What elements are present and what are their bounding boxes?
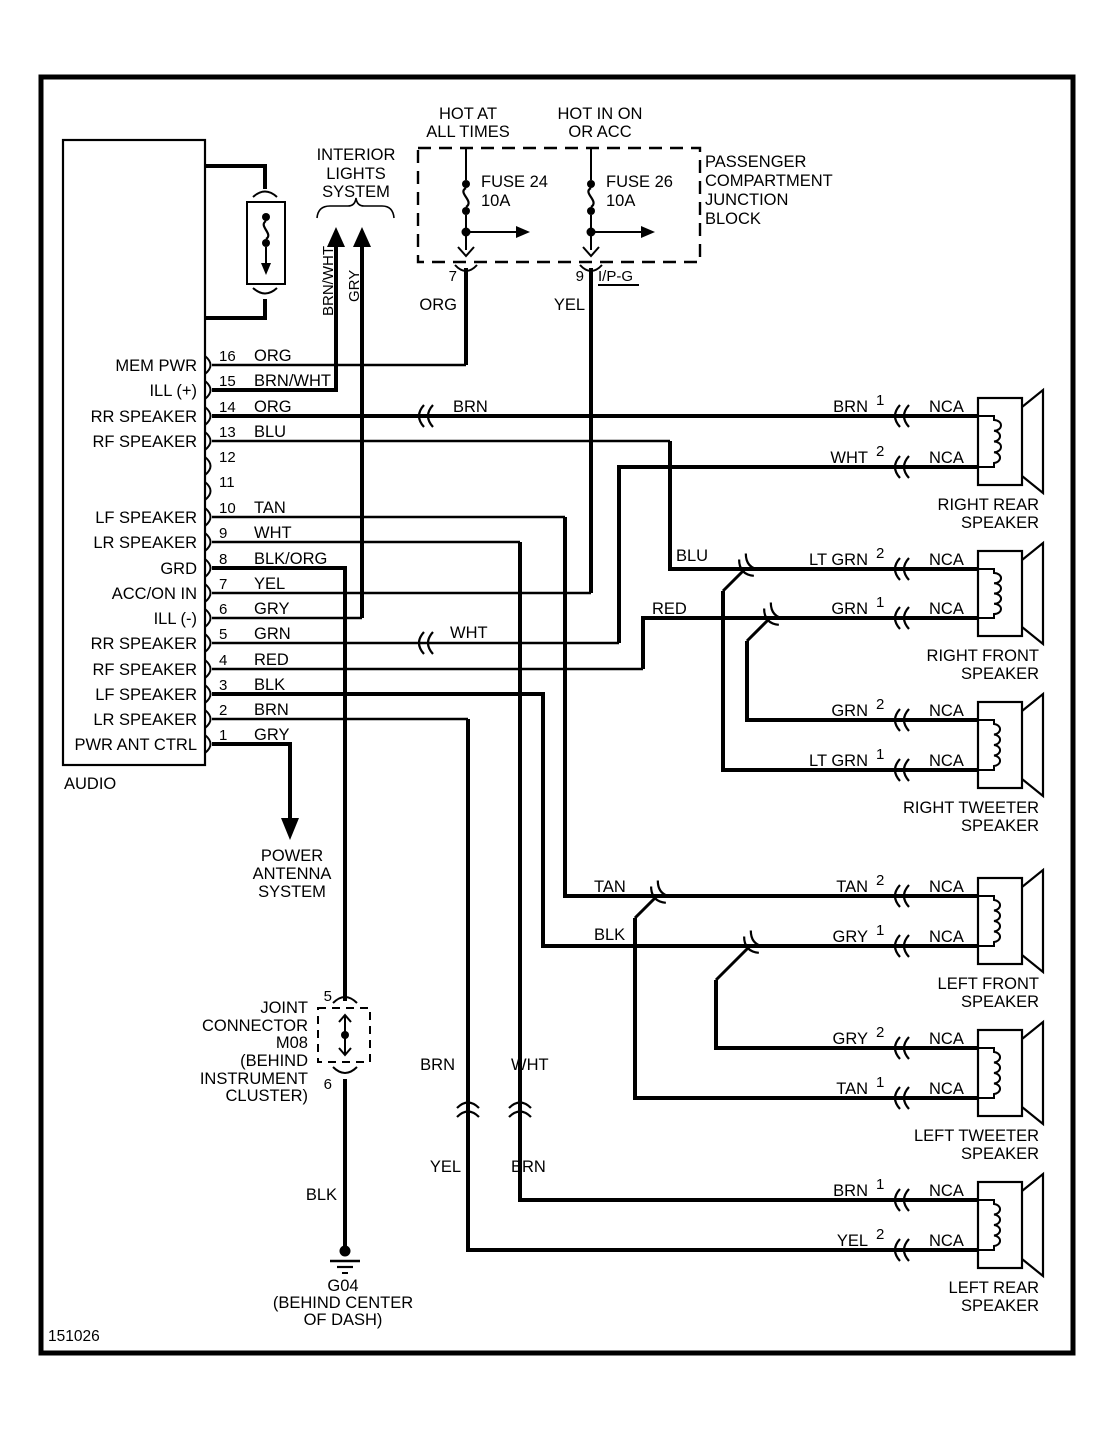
svg-text:ANTENNA: ANTENNA — [252, 865, 332, 883]
svg-text:JOINT: JOINT — [260, 999, 308, 1017]
audio-internal-fuse-icon — [205, 166, 285, 318]
wire-label: BLK — [305, 1186, 337, 1204]
pin-nca-label: NCA — [929, 752, 964, 770]
pin-number: 1 — [876, 922, 885, 939]
fuse24-amps: 10A — [481, 192, 511, 210]
coil-icon — [978, 896, 1000, 946]
svg-text:LIGHTS: LIGHTS — [326, 165, 386, 183]
pin-wire-label: BRN — [833, 1182, 868, 1200]
svg-text:13: 13 — [219, 424, 236, 441]
svg-text:CONNECTOR: CONNECTOR — [201, 1017, 308, 1035]
svg-text:INSTRUMENT: INSTRUMENT — [199, 1070, 308, 1088]
svg-text:LF SPEAKER: LF SPEAKER — [95, 509, 197, 527]
svg-text:16: 16 — [219, 348, 236, 365]
fuse24-wire-color: ORG — [419, 296, 457, 314]
speaker-left-rear — [833, 1174, 1043, 1315]
svg-text:ACC/ON IN: ACC/ON IN — [111, 585, 197, 603]
interior-lights-label — [317, 146, 396, 201]
svg-text:GRY: GRY — [254, 726, 290, 744]
svg-text:PWR ANT CTRL: PWR ANT CTRL — [74, 736, 197, 754]
svg-text:HOT IN ON: HOT IN ON — [557, 105, 643, 123]
wire-label: YEL — [429, 1158, 461, 1176]
pin-nca-label: NCA — [929, 1030, 964, 1048]
fuse26-pin-name: I/P-G — [598, 268, 634, 285]
speaker-name: LEFT FRONT — [937, 975, 1039, 993]
speaker-right-tweeter — [809, 694, 1043, 835]
coil-icon — [978, 720, 1000, 770]
coil-icon — [978, 1048, 1000, 1098]
wire-pwr-ant — [212, 744, 290, 818]
pin-wire-label: GRY — [832, 1030, 868, 1048]
wire-red — [643, 618, 770, 669]
svg-text:WHT: WHT — [254, 524, 292, 542]
fuse26-label: FUSE 26 — [606, 173, 673, 191]
speaker-name: SPEAKER — [961, 817, 1039, 835]
pin-wire-label: LT GRN — [809, 551, 868, 569]
wire-label: WHT — [511, 1056, 549, 1074]
speaker-name: SPEAKER — [961, 1145, 1039, 1163]
speaker-name: RIGHT TWEETER — [903, 799, 1039, 817]
svg-text:RR SPEAKER: RR SPEAKER — [90, 635, 197, 653]
pin-number: 2 — [876, 545, 885, 562]
pin-wire-label: YEL — [836, 1232, 868, 1250]
svg-text:OR ACC: OR ACC — [568, 123, 632, 141]
wire-label: BLU — [676, 547, 709, 565]
wire-branch-diag — [635, 896, 657, 918]
audio-pin-numbers — [219, 347, 331, 744]
svg-text:SYSTEM: SYSTEM — [258, 883, 326, 901]
pin-number: 1 — [876, 1074, 885, 1091]
svg-text:POWER: POWER — [260, 847, 324, 865]
pin-nca-label: NCA — [929, 398, 964, 416]
pin-number: 2 — [876, 1226, 885, 1243]
speaker-left-front — [833, 870, 1043, 1011]
svg-text:1: 1 — [219, 727, 228, 744]
svg-text:TAN: TAN — [254, 499, 286, 517]
wire-label: BRN — [420, 1056, 455, 1074]
speaker-name: RIGHT REAR — [937, 496, 1039, 514]
pin-number: 2 — [876, 696, 885, 713]
pin-number: 2 — [876, 443, 885, 460]
pin-nca-label: NCA — [929, 600, 964, 618]
svg-text:12: 12 — [219, 449, 236, 466]
wire-branch-diag — [716, 946, 750, 980]
pin-number: 1 — [876, 392, 885, 409]
wire-label: RED — [652, 600, 687, 618]
pin-number: 2 — [876, 872, 885, 889]
m08-pin-bottom: 6 — [323, 1076, 332, 1093]
power-antenna-system — [253, 847, 332, 901]
brace-icon — [317, 198, 394, 218]
svg-text:15: 15 — [219, 373, 236, 390]
pin-wire-label: TAN — [836, 1080, 868, 1098]
svg-text:(BEHIND CENTER: (BEHIND CENTER — [272, 1294, 414, 1312]
pin-nca-label: NCA — [929, 702, 964, 720]
svg-text:COMPARTMENT: COMPARTMENT — [705, 172, 833, 190]
svg-text:(BEHIND: (BEHIND — [240, 1052, 308, 1070]
svg-text:RED: RED — [254, 651, 289, 669]
coil-icon — [978, 569, 1001, 618]
speaker-name: RIGHT FRONT — [926, 647, 1039, 665]
svg-text:2: 2 — [219, 702, 228, 719]
speaker-right-front — [809, 543, 1043, 683]
svg-text:YEL: YEL — [254, 575, 286, 593]
wire-label-gry: GRY — [346, 269, 363, 302]
junction-block-title — [705, 153, 833, 228]
wire-label: BRN — [511, 1158, 546, 1176]
junction-block-box — [418, 148, 700, 262]
svg-text:GRN: GRN — [254, 625, 291, 643]
svg-text:SYSTEM: SYSTEM — [322, 183, 390, 201]
svg-text:RF SPEAKER: RF SPEAKER — [92, 433, 197, 451]
svg-text:6: 6 — [219, 601, 228, 618]
wire-label: BRN — [453, 398, 488, 416]
speaker-icon — [978, 1174, 1043, 1276]
arrow-up-icon — [353, 227, 371, 247]
junction-block — [418, 105, 833, 314]
svg-text:JUNCTION: JUNCTION — [705, 191, 789, 209]
connector-bracket-icon — [333, 1067, 357, 1073]
svg-text:9: 9 — [219, 525, 228, 542]
wire-label: BLK — [594, 926, 626, 944]
speaker-connector-icons — [895, 405, 909, 1261]
speaker-icon — [978, 1022, 1043, 1124]
svg-text:RR SPEAKER: RR SPEAKER — [90, 408, 197, 426]
svg-text:ALL TIMES: ALL TIMES — [426, 123, 510, 141]
svg-text:7: 7 — [219, 576, 228, 593]
pin-wire-label: BRN — [833, 398, 868, 416]
svg-text:LR SPEAKER: LR SPEAKER — [93, 534, 197, 552]
speaker-left-tweeter — [833, 1022, 1043, 1163]
svg-text:BLOCK: BLOCK — [705, 210, 761, 228]
pin-wire-label: WHT — [830, 449, 868, 467]
arrow-down-icon — [281, 818, 299, 840]
wire-label: TAN — [594, 878, 626, 896]
pin-nca-label: NCA — [929, 449, 964, 467]
inline-connector-icon — [419, 405, 433, 654]
svg-text:14: 14 — [219, 399, 236, 416]
coil-icon — [978, 416, 1001, 467]
svg-text:M08: M08 — [275, 1034, 308, 1052]
speaker-name: SPEAKER — [961, 993, 1039, 1011]
svg-text:HOT AT: HOT AT — [438, 105, 498, 123]
pin-wire-label: GRN — [831, 702, 868, 720]
speaker-name: LEFT REAR — [948, 1279, 1039, 1297]
inline-connectors — [419, 405, 909, 1261]
wire-tan — [565, 517, 978, 896]
svg-text:MEM PWR: MEM PWR — [115, 357, 197, 375]
fuse26-wire-color: YEL — [553, 296, 585, 314]
wires — [212, 245, 978, 1250]
speaker-name: SPEAKER — [961, 665, 1039, 683]
audio-label: AUDIO — [64, 775, 117, 793]
pin-nca-label: NCA — [929, 1182, 964, 1200]
wire-branch-diag — [747, 618, 770, 641]
pin-wire-label: GRN — [831, 600, 868, 618]
svg-text:BLU: BLU — [254, 423, 287, 441]
pin-number: 1 — [876, 594, 885, 611]
hot-feed-labels — [426, 105, 642, 141]
interior-lights-system — [317, 146, 396, 316]
pin-nca-label: NCA — [929, 928, 964, 946]
pin-wire-label: GRY — [832, 928, 868, 946]
fuse26-amps: 10A — [606, 192, 636, 210]
svg-text:BLK/ORG: BLK/ORG — [254, 550, 328, 568]
pin-number: 1 — [876, 746, 885, 763]
svg-text:INTERIOR: INTERIOR — [316, 146, 396, 164]
pin-nca-label: NCA — [929, 1232, 964, 1250]
svg-text:5: 5 — [219, 626, 228, 643]
ground-icon — [330, 1246, 360, 1274]
wire-blk-gry — [212, 694, 978, 946]
fuse24-label: FUSE 24 — [481, 173, 548, 191]
svg-text:RF SPEAKER: RF SPEAKER — [92, 661, 197, 679]
svg-text:3: 3 — [219, 677, 228, 694]
speaker-icon — [978, 543, 1043, 644]
junction-dot — [341, 1031, 349, 1039]
svg-text:LR SPEAKER: LR SPEAKER — [93, 711, 197, 729]
coil-icon — [978, 1200, 1000, 1250]
wire-branch-diag — [723, 569, 745, 591]
svg-text:G04: G04 — [327, 1277, 359, 1295]
svg-text:ORG: ORG — [254, 398, 292, 416]
fuse24-pin: 7 — [448, 268, 457, 285]
pin-nca-label: NCA — [929, 1080, 964, 1098]
wire-label-brnwht: BRN/WHT — [320, 246, 337, 316]
figure-number: 151026 — [48, 1328, 100, 1345]
svg-text:BRN: BRN — [254, 701, 289, 719]
svg-text:ILL (+): ILL (+) — [149, 382, 197, 400]
pin-wire-label: TAN — [836, 878, 868, 896]
mid-wire-labels — [306, 398, 708, 1204]
arrow-up-icon — [327, 227, 345, 247]
m08-pin-top: 5 — [323, 988, 332, 1005]
pin-number: 2 — [876, 1024, 885, 1041]
pin-wire-label: LT GRN — [809, 752, 868, 770]
svg-text:PASSENGER: PASSENGER — [705, 153, 807, 171]
svg-text:GRY: GRY — [254, 600, 290, 618]
pin-nca-label: NCA — [929, 551, 964, 569]
svg-text:GRD: GRD — [160, 560, 197, 578]
wire-label: WHT — [450, 624, 488, 642]
speaker-icon — [978, 870, 1043, 972]
svg-text:8: 8 — [219, 551, 228, 568]
svg-text:LF SPEAKER: LF SPEAKER — [95, 686, 197, 704]
m08-label — [200, 999, 308, 1105]
svg-text:BRN/WHT: BRN/WHT — [254, 372, 331, 390]
pin-number: 1 — [876, 1176, 885, 1193]
speaker-right-rear — [830, 390, 1043, 532]
pin-nca-label: NCA — [929, 878, 964, 896]
speaker-name: LEFT TWEETER — [914, 1127, 1039, 1145]
svg-text:CLUSTER): CLUSTER) — [225, 1087, 308, 1105]
svg-text:ILL (-): ILL (-) — [153, 610, 197, 628]
audio-pin-functions — [74, 357, 197, 754]
svg-text:11: 11 — [219, 474, 235, 491]
svg-text:OF DASH): OF DASH) — [303, 1311, 383, 1329]
fuse26-pin: 9 — [575, 268, 584, 285]
speaker-icon — [978, 694, 1043, 796]
speaker-icon — [978, 390, 1043, 493]
speaker-name: SPEAKER — [961, 1297, 1039, 1315]
svg-text:4: 4 — [219, 652, 228, 669]
svg-text:ORG: ORG — [254, 347, 292, 365]
svg-text:BLK: BLK — [254, 676, 286, 694]
ground-g04 — [273, 1246, 413, 1330]
ground-label — [273, 1277, 413, 1329]
speaker-name: SPEAKER — [961, 514, 1039, 532]
svg-text:10: 10 — [219, 500, 236, 517]
